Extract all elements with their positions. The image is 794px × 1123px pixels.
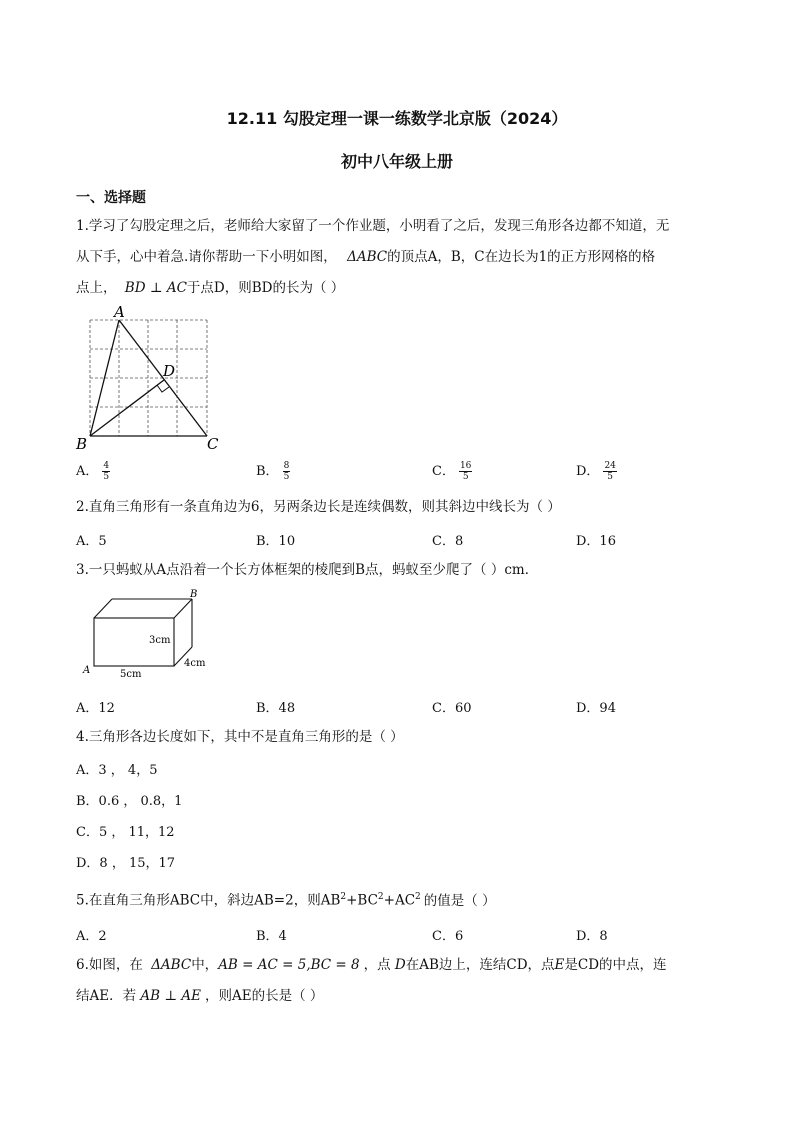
q4-option-b[interactable]: B．0.6 ， 0.8，1	[76, 794, 183, 809]
q5-sup-2: 2	[377, 892, 384, 902]
q6-line-2	[76, 986, 323, 1006]
q1-option-a-letter: A．	[76, 464, 99, 479]
q6-line-1-a: 6.如图，在	[76, 957, 143, 973]
q1-line-3-text-b: 于点D，则BD的长为（ ）	[186, 280, 345, 296]
q6-line-1-d: 在AB边上，连结CD，点	[405, 957, 555, 973]
q6-line-1-c: ，点	[363, 957, 391, 973]
q1-grid-figure	[72, 302, 232, 454]
q1-option-a[interactable]	[76, 460, 110, 482]
q3-label-height: 3cm	[149, 635, 171, 646]
q1-option-b-num: 8	[283, 461, 290, 471]
q3-label-b: B	[190, 589, 198, 600]
q1-option-d-letter: D．	[576, 464, 600, 479]
q6-line-1	[76, 955, 667, 975]
q6-line-1-e: 是CD的中点，连	[564, 957, 667, 973]
q1-line-2-text-b: 的顶点A，B，C在边长为1的正方形网格的格	[387, 249, 656, 265]
q3-label-depth: 4cm	[184, 658, 206, 669]
q6-point-e-math: E	[554, 957, 565, 973]
q3-option-d[interactable]: D．94	[576, 701, 616, 716]
q1-label-b: B	[76, 435, 88, 453]
q1-option-a-den: 5	[103, 472, 110, 482]
q6-line-1-b: 中，	[191, 957, 219, 973]
q5-option-c[interactable]: C．6	[432, 929, 464, 944]
q6-perpendicular-math: AB ⊥ AE	[140, 988, 201, 1004]
q3-option-b[interactable]: B．48	[256, 701, 296, 716]
q1-segment-bd	[90, 380, 164, 436]
q4-option-a[interactable]: A．3 ， 4，5	[76, 763, 158, 778]
q5-text-c: +AC	[383, 892, 416, 909]
q3-option-a[interactable]: A．12	[76, 701, 115, 716]
q1-side-ab	[90, 320, 119, 436]
q1-label-c: C	[207, 435, 219, 453]
q5-sup-3: 2	[415, 892, 421, 902]
q5-text-d: 的值是（ ）	[423, 892, 496, 909]
q1-option-b[interactable]	[256, 460, 290, 482]
q1-line-3-text-a: 点上，	[76, 280, 117, 296]
q3-cuboid-figure	[78, 588, 218, 680]
q1-option-c-num: 16	[459, 461, 472, 471]
q1-right-angle-mark	[157, 385, 169, 392]
q2-option-c[interactable]: C．8	[432, 534, 464, 549]
q1-line-3	[76, 278, 344, 298]
q4-text: 4.三角形各边长度如下，其中不是直角三角形的是（ ）	[76, 729, 404, 745]
q5-option-d[interactable]: D．8	[576, 929, 608, 944]
q3-option-c[interactable]: C．60	[432, 701, 472, 716]
page-title: 12.11 勾股定理一课一练数学北京版（2024）	[226, 109, 568, 128]
q1-option-c-den: 5	[462, 472, 469, 482]
q5-text	[76, 887, 496, 911]
page-subtitle: 初中八年级上册	[340, 152, 453, 171]
q6-sides-math: AB = AC = 5,BC = 8	[218, 957, 360, 973]
q2-option-b[interactable]: B．10	[256, 534, 296, 549]
q1-option-c-letter: C．	[432, 464, 455, 479]
q6-line-2-a: 结AE．若	[76, 988, 137, 1004]
q5-option-b[interactable]: B．4	[256, 929, 287, 944]
q1-line-1: 1.学习了勾股定理之后，老师给大家留了一个作业题，小明看了之后，发现三角形各边都不知道，无	[76, 218, 670, 234]
q2-option-a[interactable]: A．5	[76, 534, 107, 549]
q5-sup-1: 2	[340, 892, 347, 902]
q5-text-a: 5.在直角三角形ABC中，斜边AB=2，则AB	[76, 892, 341, 909]
q1-line-2-text-a: 从下手，心中着急.请你帮助一下小明如图，	[76, 249, 337, 265]
q1-option-d-num: 24	[604, 461, 616, 471]
q1-option-c-fraction	[459, 461, 472, 482]
q1-label-a: A	[114, 303, 125, 321]
q1-option-b-fraction	[283, 461, 291, 482]
q1-option-a-fraction	[102, 461, 110, 482]
q1-line-2	[76, 247, 655, 267]
q3-label-length: 5cm	[120, 669, 142, 680]
q6-line-2-b: ，则AE的长是（ ）	[204, 988, 324, 1004]
q2-option-d[interactable]: D．16	[576, 534, 616, 549]
q1-option-d[interactable]	[576, 460, 617, 482]
q6-point-d-math: D	[394, 957, 406, 973]
q1-option-d-fraction	[603, 461, 616, 482]
q3-text: 3.一只蚂蚁从A点沿着一个长方体框架的棱爬到B点，蚂蚁至少爬了（ ）cm．	[76, 562, 539, 578]
q1-label-d: D	[163, 362, 176, 380]
q3-label-a: A	[83, 665, 91, 676]
q1-perpendicular-math: BD ⊥ AC	[124, 280, 187, 296]
q1-option-a-num: 4	[103, 461, 110, 471]
q1-triangle-math: ΔABC	[347, 249, 388, 265]
q2-text: 2.直角三角形有一条直角边为6，另两条边长是连续偶数，则其斜边中线长为（ ）	[76, 499, 561, 515]
q4-option-c[interactable]: C．5 ， 11，12	[76, 825, 175, 840]
q5-text-b: +BC	[346, 892, 378, 909]
q1-option-c[interactable]	[432, 460, 472, 482]
q1-option-b-den: 5	[283, 472, 290, 482]
q1-option-b-letter: B．	[256, 464, 279, 479]
q6-triangle-math: ΔABC	[151, 957, 192, 973]
section-heading: 一、选择题	[76, 190, 146, 206]
q1-option-d-den: 5	[607, 472, 614, 482]
q5-option-a[interactable]: A．2	[76, 929, 107, 944]
q3-cuboid-edges	[94, 599, 192, 666]
q1-grid-lines	[90, 320, 207, 436]
q4-option-d[interactable]: D．8 ， 15，17	[76, 856, 176, 871]
